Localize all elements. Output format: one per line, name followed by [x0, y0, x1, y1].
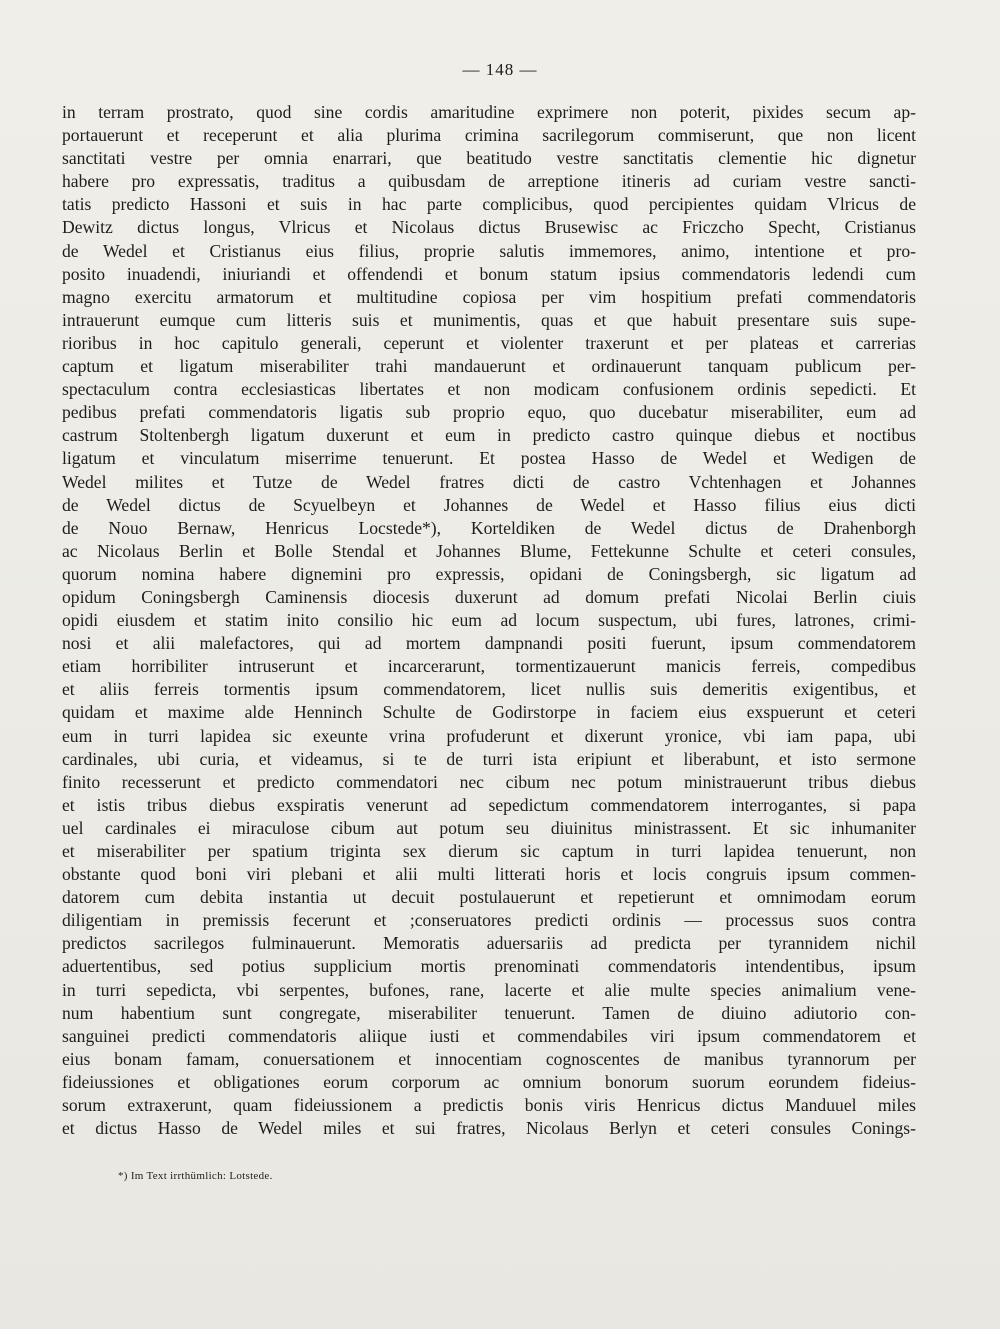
- text-line: habere pro expressatis, traditus a quibusdam de arreptione itineris ad curiam vestre sancti-: [62, 171, 916, 192]
- text-line: intrauerunt eumque cum litteris suis et munimentis, quas et que habuit presentare suis supe-: [62, 309, 916, 330]
- text-line: num habentium sunt congregate, miserabiliter tenuerunt. Tamen de diuino adiutorio con-: [62, 1002, 916, 1023]
- text-line: finito recesserunt et predicto commendatori nec cibum nec potum ministrauerunt tribus diebus: [62, 771, 916, 792]
- text-line: datorem cum debita instantia ut decuit postulauerunt et repetierunt et omnimodam eorum: [62, 887, 916, 908]
- text-line: eum in turri lapidea sic exeunte vrina profuderunt et dixerunt yronice, vbi iam papa, ubi: [62, 725, 916, 746]
- text-line: Wedel milites et Tutze de Wedel fratres dicti de castro Vchtenhagen et Johannes: [62, 471, 916, 492]
- page-number: — 148 —: [462, 60, 538, 79]
- text-line: opidum Coningsbergh Caminensis diocesis duxerunt ad domum prefati Nicolai Berlin ciuis: [62, 586, 916, 607]
- text-line: predictos sacrilegos fulminauerunt. Memoratis aduersariis ad predicta per tyrannidem nichil: [62, 933, 916, 954]
- text-line: diligentiam in premissis fecerunt et ;conseruatores predicti ordinis — processus suos contra: [62, 910, 916, 931]
- text-line: de Nouo Bernaw, Henricus Locstede*), Korteldiken de Wedel dictus de Drahenborgh: [62, 517, 916, 538]
- body-text: [62, 101, 916, 1140]
- text-line: nosi et alii malefactores, qui ad mortem dampnandi positi fuerunt, ipsum commendatorem: [62, 633, 916, 654]
- text-line: sorum extraxerunt, quam fideiussionem a predictis bonis viris Henricus dictus Manduuel miles: [62, 1095, 916, 1116]
- text-line: aduertentibus, sed potius supplicium mortis prenominati commendatoris intendentibus, ipsum: [62, 956, 916, 977]
- text-line: et miserabiliter per spatium triginta sex dierum sic captum in turri lapidea tenuerunt, non: [62, 841, 916, 861]
- text-line: opidi eiusdem et statim inito consilio hic eum ad locum suspectum, ubi fures, latrones, crimi-: [62, 610, 916, 631]
- text-line: rioribus in hoc capitulo generali, ceperunt et violenter traxerunt et per plateas et carrerias: [62, 332, 916, 353]
- text-line: spectaculum contra ecclesiasticas libertates et non modicam confusionem ordinis sepedicti. Et: [62, 379, 916, 400]
- text-line: cardinales, ubi curia, et videamus, si te de turri ista eripiunt et liberabunt, et isto sermone: [62, 748, 916, 769]
- text-line: in terram prostrato, quod sine cordis amaritudine exprimere non poterit, pixides secum ap-: [62, 102, 916, 122]
- text-line: etiam horribiliter intruserunt et incarcerarunt, tormentizauerunt manicis ferreis, compedibus: [62, 656, 916, 677]
- text-line: posito inuadendi, iniuriandi et offendendi et bonum statum ipsius commendatoris ledendi cum: [62, 263, 916, 284]
- text-line: obstante quod boni viri plebani et alii multi litterati horis et locis congruis ipsum commen-: [62, 864, 916, 885]
- text-line: captum et ligatum miserabiliter trahi mandauerunt et ordinauerunt tanquam publicum per-: [62, 356, 916, 377]
- footnote: *) Im Text irrthümlich: Lotstede.: [118, 1170, 273, 1182]
- text-line: magno exercitu armatorum et multitudine copiosa per vim hospitium prefati commendatoris: [62, 286, 916, 307]
- text-line: Dewitz dictus longus, Vlricus et Nicolaus dictus Brusewisc ac Friczcho Specht, Cristianus: [62, 217, 916, 238]
- text-line: quorum nomina habere dignemini pro expressis, opidani de Coningsbergh, sic ligatum ad: [62, 563, 916, 584]
- text-line: ligatum et vinculatum miserrime tenuerunt. Et postea Hasso de Wedel et Wedigen de: [62, 448, 916, 469]
- text-line: de Wedel et Cristianus eius filius, proprie salutis immemores, animo, intentione et pro-: [62, 240, 916, 261]
- text-line: pedibus prefati commendatoris ligatis sub proprio equo, quo ducebatur miserabiliter, eum ad: [62, 402, 916, 423]
- text-line: ac Nicolaus Berlin et Bolle Stendal et Johannes Blume, Fettekunne Schulte et ceteri consules,: [62, 540, 916, 561]
- text-line: eius bonam famam, conuersationem et innocentiam cognoscentes de manibus tyrannorum per: [62, 1048, 916, 1069]
- text-line: sanctitati vestre per omnia enarrari, que beatitudo vestre sanctitatis clementie hic dignetur: [62, 148, 916, 169]
- text-line: uel cardinales ei miraculose cibum aut potum seu diuinitus ministrassent. Et sic inhumaniter: [62, 817, 916, 838]
- text-line: in turri sepedicta, vbi serpentes, bufones, rane, lacerte et alie multe species animalium vene-: [62, 979, 916, 1000]
- text-line: quidam et maxime alde Henninch Schulte de Godirstorpe in faciem eius exspuerunt et ceteri: [62, 702, 916, 723]
- text-line: et istis tribus diebus exspiratis venerunt ad sepedictum commendatorem interrogantes, si papa: [62, 794, 916, 815]
- text-line: tatis predicto Hassoni et suis in hac parte complicibus, quod percipientes quidam Vlricus de: [62, 194, 916, 215]
- text-line: de Wedel dictus de Scyuelbeyn et Johannes de Wedel et Hasso filius eius dicti: [62, 494, 916, 515]
- text-line: sanguinei predicti commendatoris aliique iusti et commendabiles viri ipsum commendatorem et: [62, 1025, 916, 1046]
- text-line: castrum Stoltenbergh ligatum duxerunt et eum in predicto castro quinque diebus et noctibus: [62, 425, 916, 446]
- text-line: fideiussiones et obligationes eorum corporum ac omnium bonorum suorum eorundem fideius-: [62, 1071, 916, 1092]
- text-line: et dictus Hasso de Wedel miles et sui fratres, Nicolaus Berlyn et ceteri consules Conings-: [62, 1118, 916, 1139]
- text-line: et aliis ferreis tormentis ipsum commendatorem, licet nullis suis demeritis exigentibus, et: [62, 679, 916, 700]
- text-line: portauerunt et receperunt et alia plurima crimina sacrilegorum commiserunt, que non licent: [62, 125, 916, 146]
